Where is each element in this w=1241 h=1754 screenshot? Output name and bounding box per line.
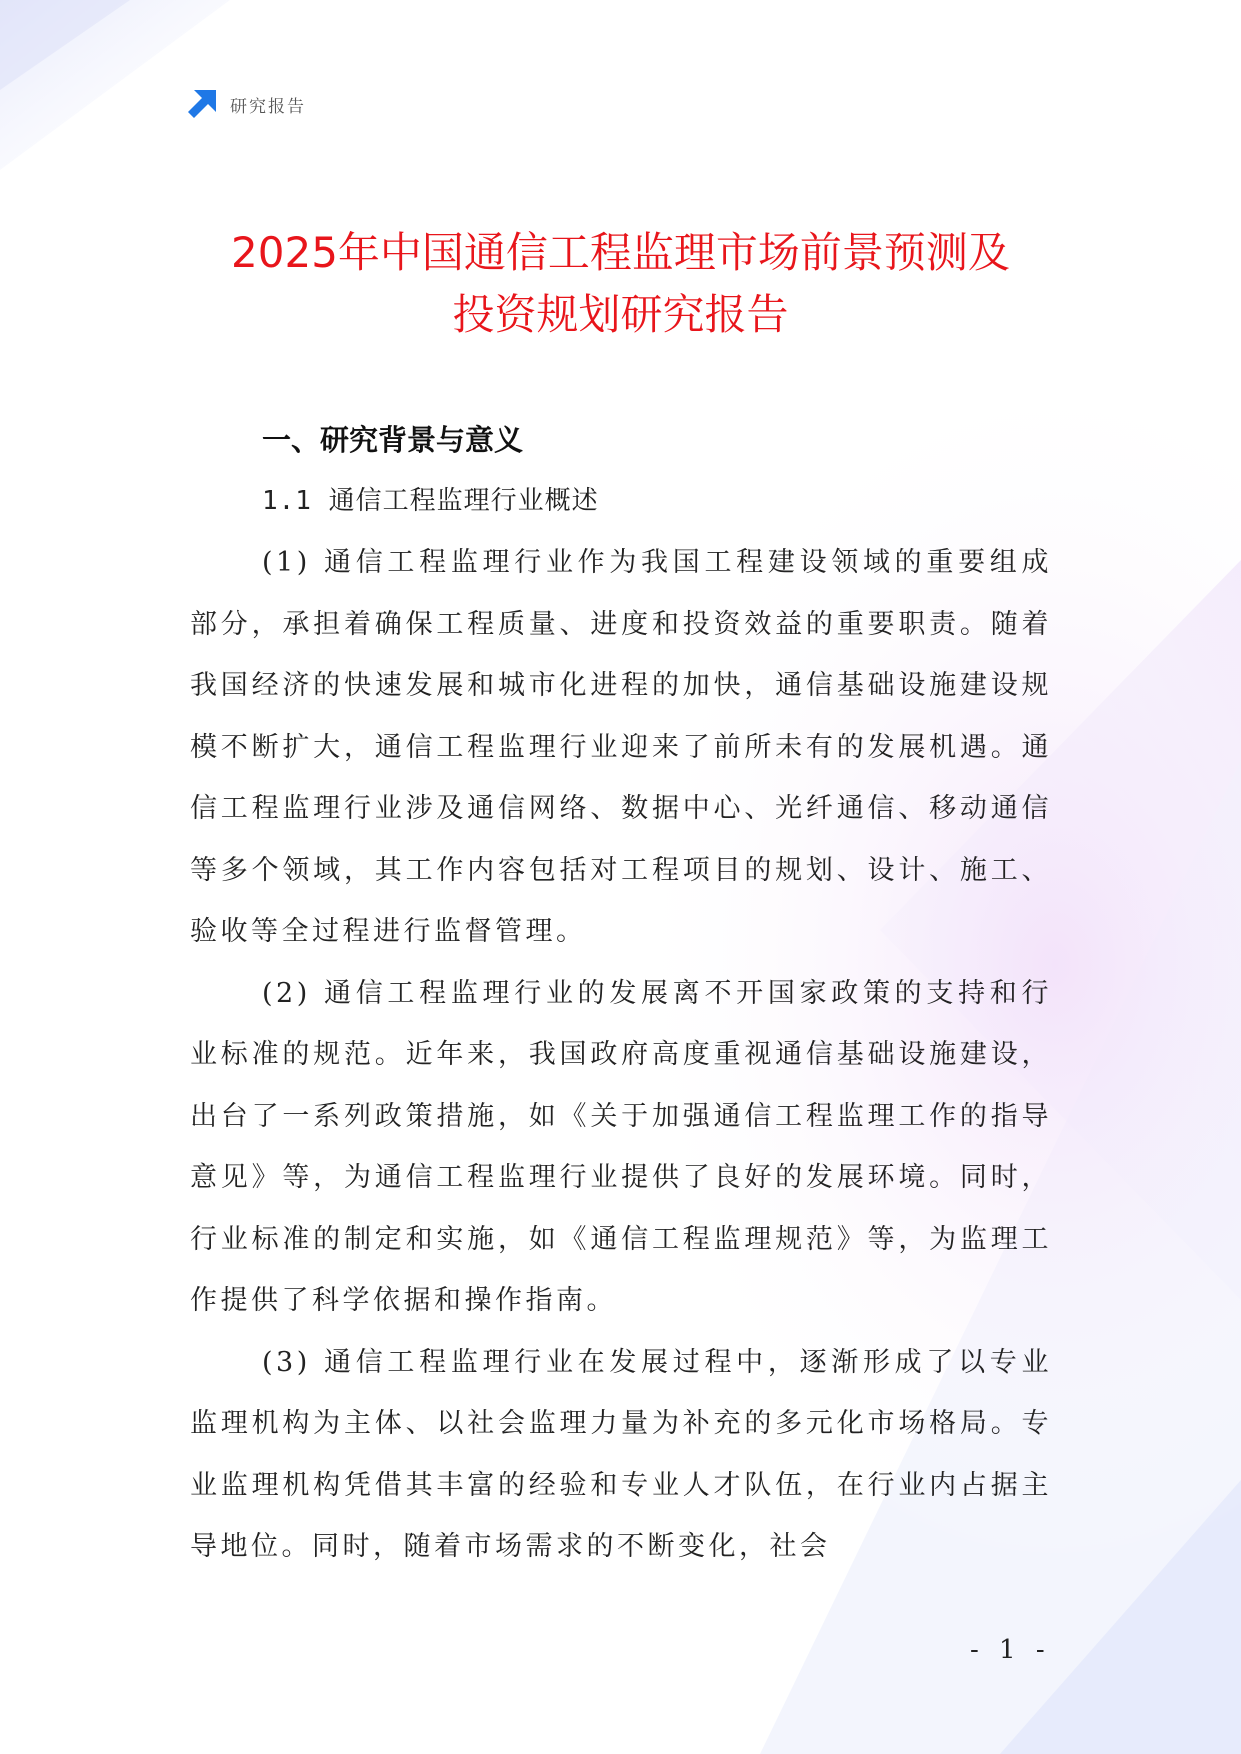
- paragraph-1: (1) 通信工程监理行业作为我国工程建设领域的重要组成部分，承担着确保工程质量、进度和投资效益的重要职责。随着我国经济的快速发展和城市化进程的加快，通信基础设施建设规模不断扩大，通信工程监理行业迎来了前所未有的发展机遇。通信工程监理行业涉及通信网络、数据中心、光纤通信、移动通信等多个领域，其工作内容包括对工程项目的规划、设计、施工、验收等全过程进行监督管理。: [190, 547, 1052, 947]
- page-number: - 1 -: [970, 1635, 1051, 1665]
- paragraph-3: (3) 通信工程监理行业在发展过程中，逐渐形成了以专业监理机构为主体、以社会监理力量为补充的多元化市场格局。专业监理机构凭借其丰富的经验和专业人才队伍，在行业内占据主导地位。同时，随着市场需求的不断变化，社会: [190, 1346, 1052, 1562]
- subsection-heading: 1.1 通信工程监理行业概述: [262, 486, 599, 516]
- title-line-1: 2025年中国通信工程监理市场前景预测及: [231, 228, 1010, 277]
- arrow-up-right-icon: [186, 88, 218, 120]
- report-header: [186, 86, 306, 122]
- report-title: [160, 222, 1081, 346]
- section-heading: 一、研究背景与意义: [262, 423, 524, 457]
- paragraph-2: (2) 通信工程监理行业的发展离不开国家政策的支持和行业标准的规范。近年来，我国政府高度重视通信基础设施建设，出台了一系列政策措施，如《关于加强通信工程监理工作的指导意见》等，为通信工程监理行业提供了良好的发展环境。同时，行业标准的制定和实施，如《通信工程监理规范》等，为监理工作提供了科学依据和操作指南。: [190, 977, 1052, 1316]
- title-line-2: 投资规划研究报告: [452, 290, 789, 339]
- header-label: 研究报告: [230, 96, 306, 117]
- report-body: [190, 410, 1052, 1578]
